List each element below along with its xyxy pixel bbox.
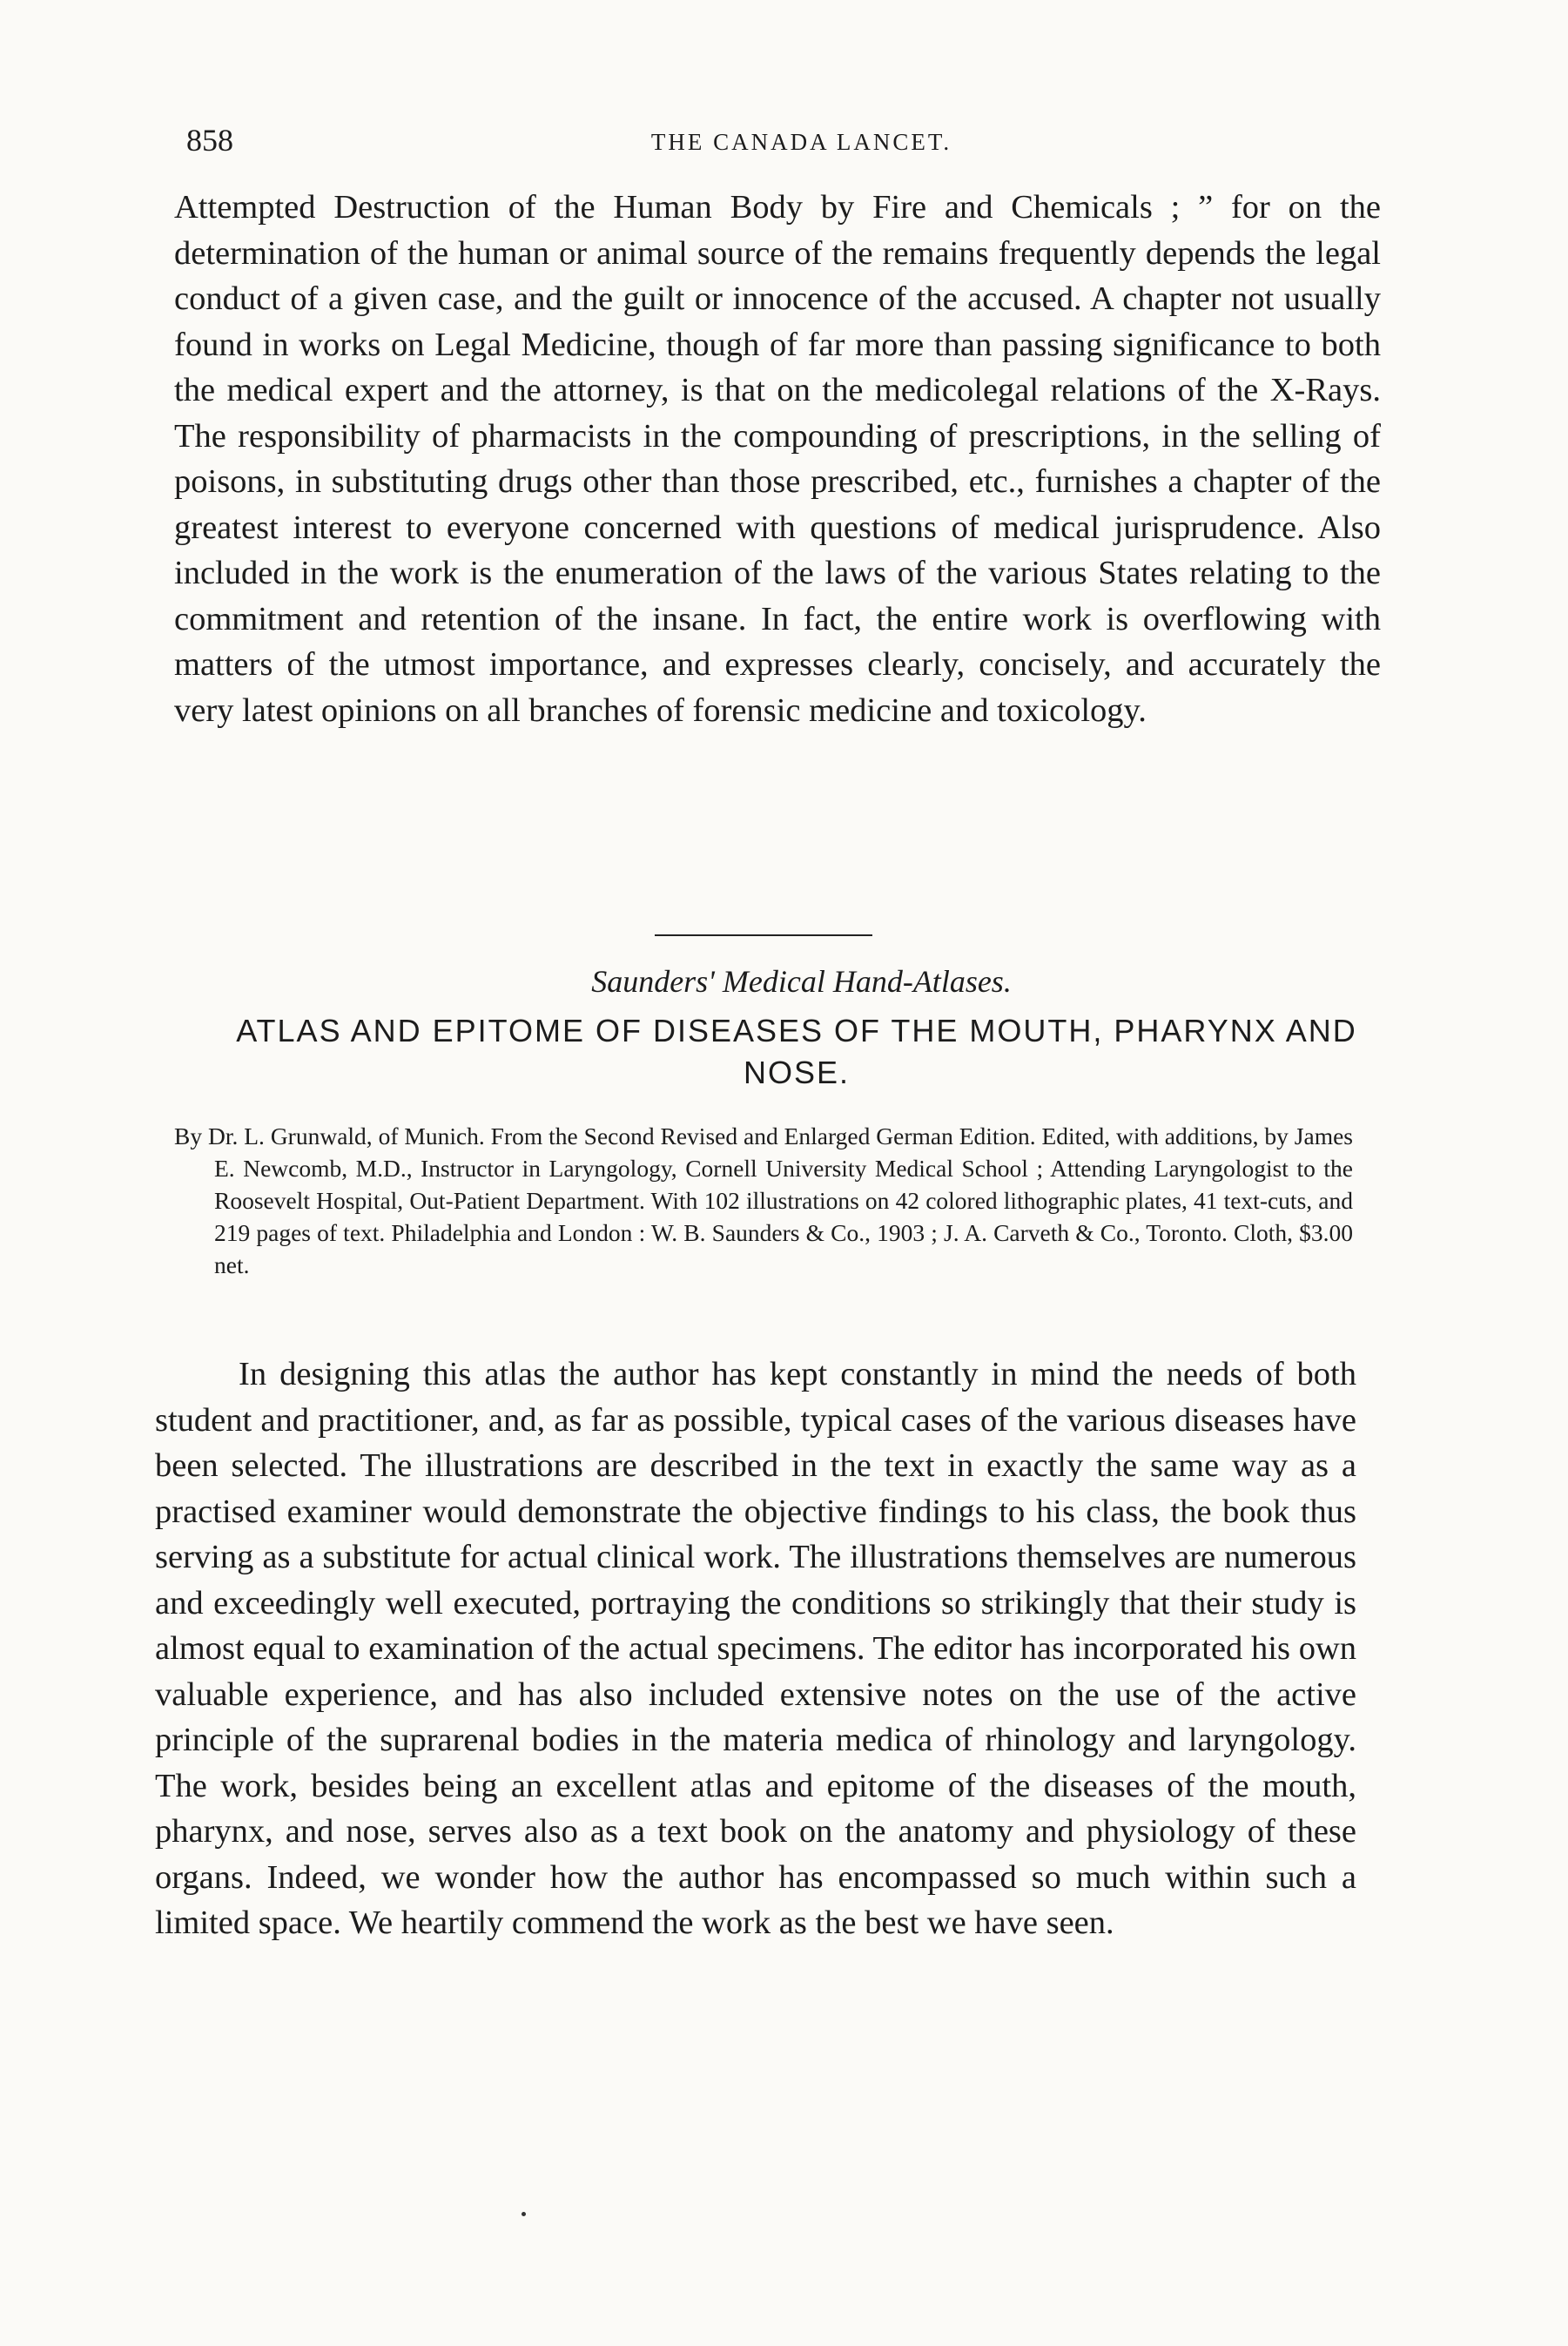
previous-review-paragraph: Attempted Destruction of the Human Body by Fire and Chemicals ; ” for on the determination of the human or animal source of the remains frequently depends the legal conduct of a given case, and the guilt or innocence of the accused. A chapter not usually found in works on Legal Medicine, though of far more than passing significance to both the medical expert and the attorney, is that on the medicolegal relations of the X-Rays. The responsibility of pharmacists in the compounding of prescriptions, in the selling of poisons, in substituting drugs other than those prescribed, etc., furnishes a chapter of the greatest interest to everyone concerned with questions of medical jurisprudence. Also included in the work is the enumeration of the laws of the various States relating to the commitment and retention of the insane. In fact, the entire work is overflowing with matters of the utmost importance, and expresses clearly, concisely, and accurately the very latest opinions on all branches of forensic medicine and toxicology. (174, 189, 1381, 729)
section-divider (655, 934, 872, 936)
review-text (155, 1352, 1356, 1946)
page-number: 858 (186, 123, 233, 158)
running-head: THE CANADA LANCET. (650, 129, 952, 155)
review-paragraph: In designing this atlas the author has kept constantly in mind the needs of both student and practitioner, and, as far as possible, typical cases of the various diseases have been selected. The illustrations are described in the text in exactly the same way as a practised examiner would demonstrate the objective findings to his class, the book thus serving as a substitute for actual clinical work. The illustrations themselves are numerous and exceedingly well executed, portraying the conditions so strikingly that their study is almost equal to examination of the actual specimens. The editor has incorporated his own valuable experience, and has also included extensive notes on the use of the active principle of the suprarenal bodies in the materia medica of rhinology and laryngology. The work, besides being an excellent atlas and epitome of the diseases of the mouth, pharynx, and nose, serves also as a text book on the anatomy and physiology of these organs. Indeed, we wonder how the author has encompassed so much within such a limited space. We heartily commend the work as the best we have seen. (155, 1356, 1356, 1941)
book-title: ATLAS AND EPITOME OF DISEASES OF THE MOUTH, PHARYNX AND NOSE. (236, 1013, 1357, 1090)
previous-review-text (174, 185, 1381, 733)
bibliographic-details: By Dr. L. Grunwald, of Munich. From the Second Revised and Enlarged German Edition. Edited, with additions, by James E. Newcomb, M.D., Instructor in Laryngology, Cornell University Medical School ; Attending Laryngologist to the Roosevelt Hospital, Out-Patient Department. With 102 illustrations on 42 colored lithographic plates, 41 text-cuts, and 219 pages of text. Philadelphia and London : W. B. Saunders & Co., 1903 ; J. A. Carveth & Co., Toronto. Cloth, $3.00 net. (174, 1122, 1353, 1278)
stray-mark (522, 2212, 526, 2216)
series-title: Saunders' Medical Hand-Atlases. (591, 964, 1012, 999)
